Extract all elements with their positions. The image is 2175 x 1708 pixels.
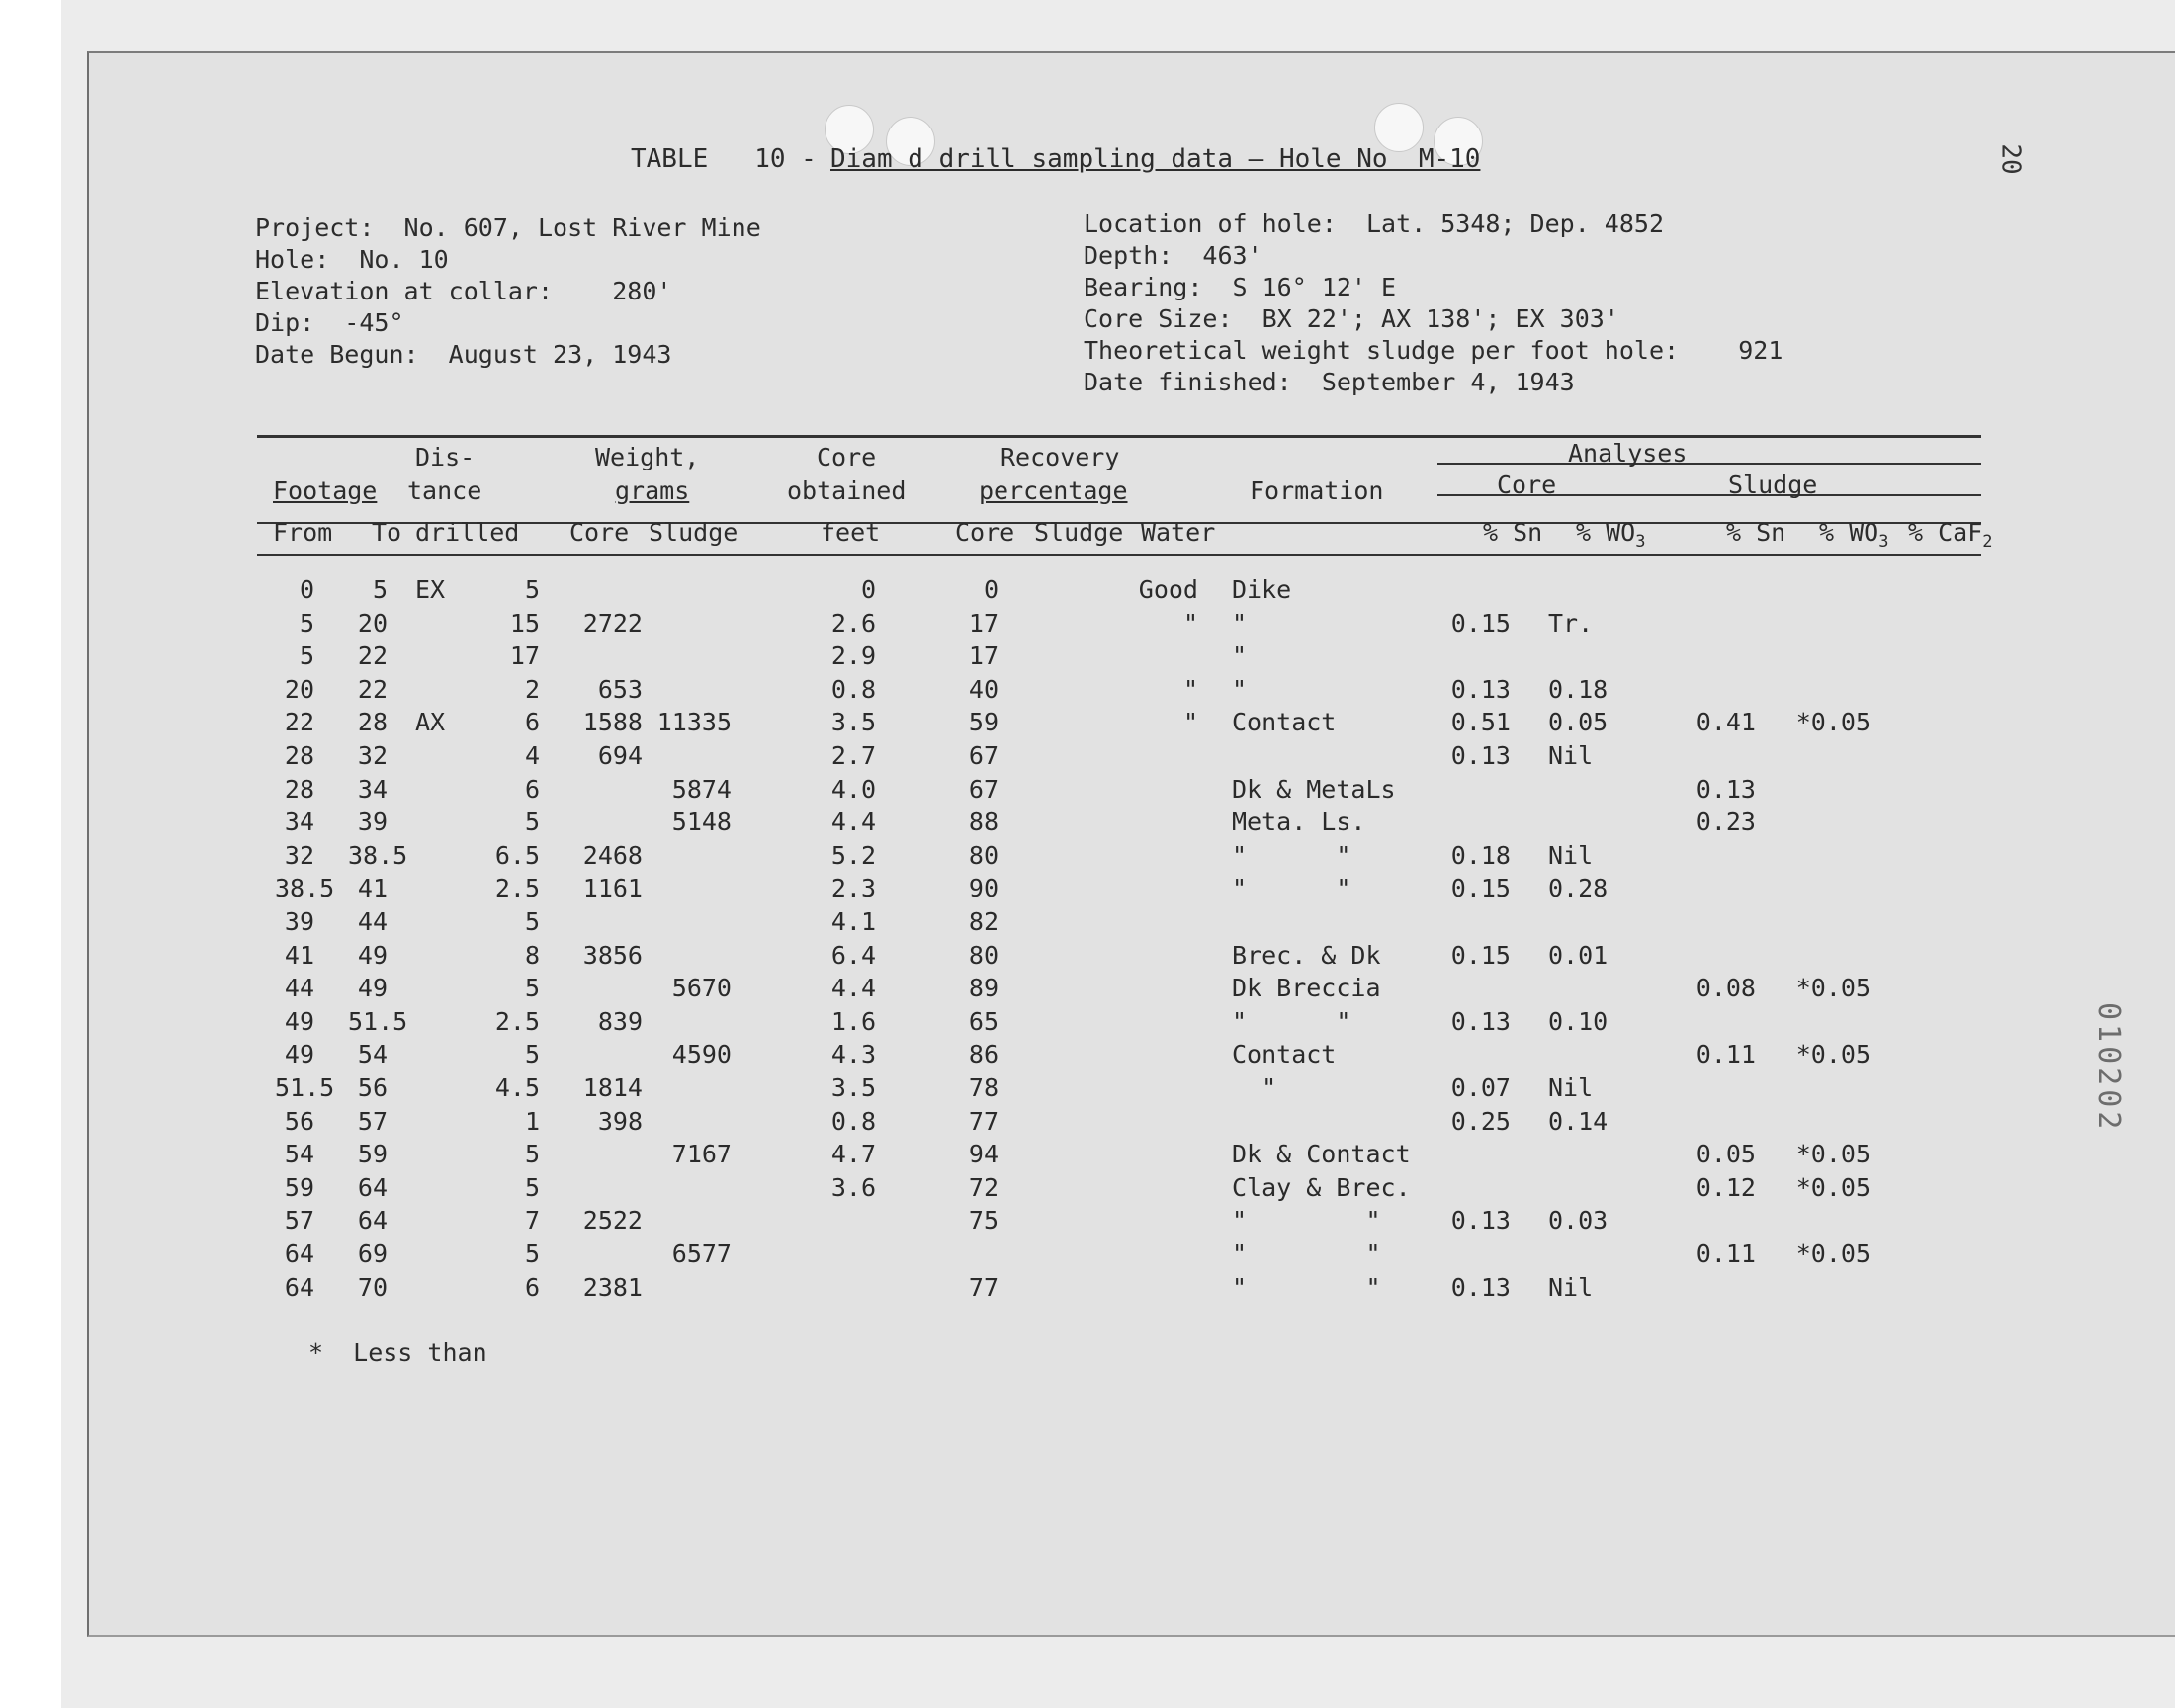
header-sludge-wo3: % $WO_3$ <box>1819 518 1889 552</box>
cell-sludge-sn: 0.12 <box>1696 1172 1756 1202</box>
header-core: Core <box>569 518 630 547</box>
cell-rec-core: 89 <box>968 974 999 1003</box>
cell-sludge-weight: 5874 <box>671 774 732 804</box>
cell-core-size: EX <box>415 575 446 604</box>
cell-core-feet: 2.3 <box>830 874 876 903</box>
cell-formation: Dk Breccia <box>1232 974 1381 1003</box>
cell-from: 28 <box>284 741 314 770</box>
header-weight-2: grams <box>615 476 690 505</box>
cell-to: 57 <box>357 1106 388 1136</box>
cell-core-weight: 398 <box>597 1106 643 1136</box>
cell-from: 28 <box>284 774 314 804</box>
cell-sludge-sn: 0.05 <box>1696 1140 1756 1169</box>
cell-from: 49 <box>284 1006 314 1036</box>
header-footage: Footage <box>273 476 378 505</box>
cell-to: 64 <box>357 1206 388 1236</box>
cell-core-wo3: Nil <box>1548 1272 1594 1302</box>
cell-formation: " " <box>1232 1272 1381 1302</box>
footnote: * Less than <box>308 1338 487 1367</box>
header-from: From <box>273 518 333 547</box>
cell-sludge-wo3: *0.05 <box>1795 1172 1870 1202</box>
header-rec-sludge: Sludge <box>1034 518 1124 547</box>
cell-rec-core: 80 <box>968 940 999 970</box>
cell-formation: " " <box>1232 874 1351 903</box>
cell-sludge-weight: 7167 <box>671 1140 732 1169</box>
cell-rec-core: 77 <box>968 1106 999 1136</box>
header-weight-1: Weight, <box>595 443 700 471</box>
cell-from: 5 <box>299 641 314 671</box>
cell-to: 69 <box>357 1239 388 1268</box>
cell-to: 39 <box>357 808 388 837</box>
cell-core-wo3: 0.14 <box>1548 1106 1609 1136</box>
header-recovery-1: Recovery <box>1000 443 1120 471</box>
cell-rec-water: Good <box>1138 575 1198 604</box>
cell-core-wo3: Tr. <box>1548 608 1594 638</box>
cell-sludge-sn: 0.11 <box>1696 1040 1756 1069</box>
header-formation: Formation <box>1250 476 1384 505</box>
cell-to: 49 <box>357 940 388 970</box>
cell-to: 49 <box>357 974 388 1003</box>
cell-to: 64 <box>357 1172 388 1202</box>
cell-rec-core: 80 <box>968 840 999 870</box>
cell-to: 54 <box>357 1040 388 1069</box>
cell-sludge-sn: 0.23 <box>1696 808 1756 837</box>
cell-core-feet: 4.0 <box>830 774 876 804</box>
cell-to: 41 <box>357 874 388 903</box>
header-rec-core: Core <box>955 518 1015 547</box>
cell-rec-core: 40 <box>968 674 999 704</box>
cell-sludge-weight: 5148 <box>671 808 732 837</box>
cell-to: 56 <box>357 1073 388 1102</box>
cell-core-wo3: 0.18 <box>1548 674 1609 704</box>
cell-rec-core: 0 <box>983 575 999 604</box>
cell-rec-core: 78 <box>968 1073 999 1102</box>
cell-core-wo3: 0.05 <box>1548 708 1609 737</box>
cell-rec-core: 17 <box>968 641 999 671</box>
header-bottom-rule <box>257 554 1981 556</box>
header-analyses-sludge: Sludge <box>1728 470 1818 499</box>
cell-core-feet: 0 <box>860 575 876 604</box>
header-left-line: Elevation at collar: 280' <box>255 277 672 305</box>
cell-formation: " <box>1232 641 1248 671</box>
cell-core-feet: 4.4 <box>830 808 876 837</box>
cell-distance: 4 <box>524 741 540 770</box>
cell-core-sn: 0.13 <box>1450 674 1511 704</box>
cell-core-weight: 1814 <box>582 1073 643 1102</box>
header-left-line: Dip: -45° <box>255 308 404 337</box>
cell-sludge-wo3: *0.05 <box>1795 1239 1870 1268</box>
header-core-sn: % Sn <box>1483 518 1543 547</box>
cell-formation: Clay & Brec. <box>1232 1172 1411 1202</box>
cell-distance: 7 <box>524 1206 540 1236</box>
cell-sludge-weight: 4590 <box>671 1040 732 1069</box>
cell-rec-core: 65 <box>968 1006 999 1036</box>
header-right-line: Date finished: September 4, 1943 <box>1084 368 1575 396</box>
cell-rec-core: 90 <box>968 874 999 903</box>
cell-sludge-wo3: *0.05 <box>1795 708 1870 737</box>
cell-from: 49 <box>284 1040 314 1069</box>
cell-rec-water: " <box>1182 608 1198 638</box>
cell-sludge-sn: 0.13 <box>1696 774 1756 804</box>
cell-core-feet: 3.5 <box>830 1073 876 1102</box>
cell-core-weight: 2381 <box>582 1272 643 1302</box>
cell-formation: Brec. & Dk <box>1232 940 1381 970</box>
cell-core-size: AX <box>415 708 446 737</box>
cell-distance: 4.5 <box>494 1073 540 1102</box>
header-right-line: Depth: 463' <box>1084 241 1262 270</box>
header-left-line: Project: No. 607, Lost River Mine <box>255 214 761 242</box>
cell-to: 28 <box>357 708 388 737</box>
cell-distance: 2.5 <box>494 1006 540 1036</box>
cell-formation: Dike <box>1232 575 1292 604</box>
scan-margin <box>0 0 61 1708</box>
cell-distance: 5 <box>524 808 540 837</box>
cell-formation: " <box>1232 674 1248 704</box>
cell-distance: 5 <box>524 575 540 604</box>
cell-core-weight: 1161 <box>582 874 643 903</box>
cell-to: 32 <box>357 741 388 770</box>
cell-core-sn: 0.13 <box>1450 1006 1511 1036</box>
cell-sludge-weight: 11335 <box>656 708 732 737</box>
cell-from: 39 <box>284 907 314 936</box>
cell-to: 5 <box>372 575 388 604</box>
header-right-line: Core Size: BX 22'; AX 138'; EX 303' <box>1084 304 1619 333</box>
cell-from: 57 <box>284 1206 314 1236</box>
cell-from: 54 <box>284 1140 314 1169</box>
cell-sludge-sn: 0.08 <box>1696 974 1756 1003</box>
cell-core-weight: 1588 <box>582 708 643 737</box>
cell-from: 20 <box>284 674 314 704</box>
cell-sludge-wo3: *0.05 <box>1795 1140 1870 1169</box>
cell-core-weight: 2522 <box>582 1206 643 1236</box>
analyses-rule <box>1437 463 1981 465</box>
cell-from: 56 <box>284 1106 314 1136</box>
header-right-line: Location of hole: Lat. 5348; Dep. 4852 <box>1084 210 1664 238</box>
cell-formation: Dk & Contact <box>1232 1140 1411 1169</box>
cell-core-weight: 694 <box>597 741 643 770</box>
cell-distance: 15 <box>509 608 540 638</box>
cell-formation: " " <box>1232 1206 1381 1236</box>
cell-core-feet: 4.7 <box>830 1140 876 1169</box>
header-drilled: drilled <box>415 518 520 547</box>
cell-rec-core: 17 <box>968 608 999 638</box>
header-analyses: Analyses <box>1568 439 1688 468</box>
cell-core-sn: 0.15 <box>1450 940 1511 970</box>
header-feet: feet <box>821 518 881 547</box>
cell-distance: 6 <box>524 1272 540 1302</box>
cell-from: 34 <box>284 808 314 837</box>
cell-core-wo3: 0.03 <box>1548 1206 1609 1236</box>
cell-core-feet: 0.8 <box>830 674 876 704</box>
cell-formation: " " <box>1232 1006 1351 1036</box>
cell-core-sn: 0.15 <box>1450 608 1511 638</box>
header-distance-1: Dis- <box>415 443 476 471</box>
cell-distance: 5 <box>524 1239 540 1268</box>
cell-distance: 2.5 <box>494 874 540 903</box>
cell-sludge-weight: 6577 <box>671 1239 732 1268</box>
header-to: To <box>372 518 402 547</box>
cell-core-sn: 0.18 <box>1450 840 1511 870</box>
cell-core-weight: 653 <box>597 674 643 704</box>
cell-core-sn: 0.13 <box>1450 741 1511 770</box>
cell-core-feet: 2.9 <box>830 641 876 671</box>
cell-from: 5 <box>299 608 314 638</box>
cell-formation: Contact <box>1232 708 1337 737</box>
cell-core-feet: 1.6 <box>830 1006 876 1036</box>
cell-rec-core: 77 <box>968 1272 999 1302</box>
cell-distance: 2 <box>524 674 540 704</box>
cell-sludge-wo3: *0.05 <box>1795 1040 1870 1069</box>
cell-distance: 5 <box>524 1140 540 1169</box>
cell-distance: 5 <box>524 1040 540 1069</box>
cell-sludge-sn: 0.41 <box>1696 708 1756 737</box>
cell-rec-core: 67 <box>968 741 999 770</box>
header-water: Water <box>1141 518 1216 547</box>
cell-core-sn: 0.13 <box>1450 1272 1511 1302</box>
title-prefix: TABLE 10 - <box>631 144 817 174</box>
cell-rec-core: 88 <box>968 808 999 837</box>
header-core-obtained-2: obtained <box>787 476 907 505</box>
cell-distance: 5 <box>524 907 540 936</box>
cell-rec-water: " <box>1182 708 1198 737</box>
cell-core-feet: 2.6 <box>830 608 876 638</box>
cell-formation: " " <box>1232 840 1351 870</box>
cell-core-sn: 0.25 <box>1450 1106 1511 1136</box>
cell-formation: Dk & MetaLs <box>1232 774 1396 804</box>
cell-from: 41 <box>284 940 314 970</box>
cell-core-wo3: Nil <box>1548 840 1594 870</box>
cell-core-wo3: 0.28 <box>1548 874 1609 903</box>
cell-formation: " <box>1232 608 1248 638</box>
cell-from: 22 <box>284 708 314 737</box>
cell-core-feet: 6.4 <box>830 940 876 970</box>
header-sludge-caf2: % CaF$_2$ <box>1908 518 1993 552</box>
header-core-wo3: % $WO_3$ <box>1576 518 1646 552</box>
cell-formation: Meta. Ls. <box>1232 808 1366 837</box>
header-right-line: Bearing: S 16° 12' E <box>1084 273 1397 301</box>
cell-rec-core: 67 <box>968 774 999 804</box>
header-recovery-2: percentage <box>979 476 1128 505</box>
cell-distance: 5 <box>524 974 540 1003</box>
cell-sludge-weight: 5670 <box>671 974 732 1003</box>
cell-from: 44 <box>284 974 314 1003</box>
cell-to: 22 <box>357 674 388 704</box>
cell-to: 20 <box>357 608 388 638</box>
header-right-line: Theoretical weight sludge per foot hole: 921 <box>1084 336 1784 365</box>
cell-distance: 6 <box>524 774 540 804</box>
cell-core-feet: 5.2 <box>830 840 876 870</box>
cell-rec-core: 82 <box>968 907 999 936</box>
header-left-line: Hole: No. 10 <box>255 245 449 274</box>
cell-distance: 1 <box>524 1106 540 1136</box>
cell-to: 51.5 <box>348 1006 408 1036</box>
cell-from: 51.5 <box>275 1073 335 1102</box>
cell-to: 44 <box>357 907 388 936</box>
header-left-line: Date Begun: August 23, 1943 <box>255 340 672 369</box>
header-sludge: Sludge <box>649 518 739 547</box>
cell-to: 34 <box>357 774 388 804</box>
cell-rec-core: 75 <box>968 1206 999 1236</box>
cell-rec-core: 72 <box>968 1172 999 1202</box>
cell-core-feet: 4.3 <box>830 1040 876 1069</box>
cell-formation: " " <box>1232 1239 1381 1268</box>
cell-to: 59 <box>357 1140 388 1169</box>
cell-rec-water: " <box>1182 674 1198 704</box>
cell-core-feet: 3.5 <box>830 708 876 737</box>
cell-core-feet: 0.8 <box>830 1106 876 1136</box>
cell-to: 22 <box>357 641 388 671</box>
cell-distance: 6 <box>524 708 540 737</box>
cell-core-wo3: 0.01 <box>1548 940 1609 970</box>
cell-distance: 5 <box>524 1172 540 1202</box>
cell-core-weight: 3856 <box>582 940 643 970</box>
cell-core-feet: 3.6 <box>830 1172 876 1202</box>
cell-core-sn: 0.51 <box>1450 708 1511 737</box>
cell-core-wo3: Nil <box>1548 741 1594 770</box>
header-distance-2: tance <box>407 476 482 505</box>
cell-distance: 8 <box>524 940 540 970</box>
cell-from: 0 <box>299 575 314 604</box>
cell-core-sn: 0.13 <box>1450 1206 1511 1236</box>
cell-distance: 17 <box>509 641 540 671</box>
cell-rec-core: 59 <box>968 708 999 737</box>
cell-core-weight: 839 <box>597 1006 643 1036</box>
cell-core-weight: 2722 <box>582 608 643 638</box>
cell-core-feet: 4.4 <box>830 974 876 1003</box>
cell-core-weight: 2468 <box>582 840 643 870</box>
cell-core-sn: 0.07 <box>1450 1073 1511 1102</box>
document-page <box>87 51 2175 1637</box>
cell-from: 64 <box>284 1239 314 1268</box>
header-analyses-core: Core <box>1497 470 1557 499</box>
header-sludge-sn: % Sn <box>1726 518 1786 547</box>
cell-formation: " <box>1232 1073 1277 1102</box>
table-top-rule <box>257 435 1981 438</box>
cell-core-wo3: 0.10 <box>1548 1006 1609 1036</box>
cell-from: 59 <box>284 1172 314 1202</box>
cell-formation: Contact <box>1232 1040 1337 1069</box>
cell-rec-core: 94 <box>968 1140 999 1169</box>
cell-from: 38.5 <box>275 874 335 903</box>
cell-to: 70 <box>357 1272 388 1302</box>
cell-sludge-wo3: *0.05 <box>1795 974 1870 1003</box>
cell-distance: 6.5 <box>494 840 540 870</box>
cell-core-feet: 4.1 <box>830 907 876 936</box>
page-number: 20 <box>1995 143 2026 175</box>
header-core-obtained-1: Core <box>817 443 877 471</box>
page-title: Diam d drill sampling data – Hole No M-10 <box>830 144 1481 174</box>
cell-sludge-sn: 0.11 <box>1696 1239 1756 1268</box>
cell-rec-core: 86 <box>968 1040 999 1069</box>
side-stamp-number: 010202 <box>2091 1002 2126 1134</box>
cell-from: 32 <box>284 840 314 870</box>
cell-core-wo3: Nil <box>1548 1073 1594 1102</box>
cell-from: 64 <box>284 1272 314 1302</box>
cell-core-sn: 0.15 <box>1450 874 1511 903</box>
cell-to: 38.5 <box>348 840 408 870</box>
cell-core-feet: 2.7 <box>830 741 876 770</box>
